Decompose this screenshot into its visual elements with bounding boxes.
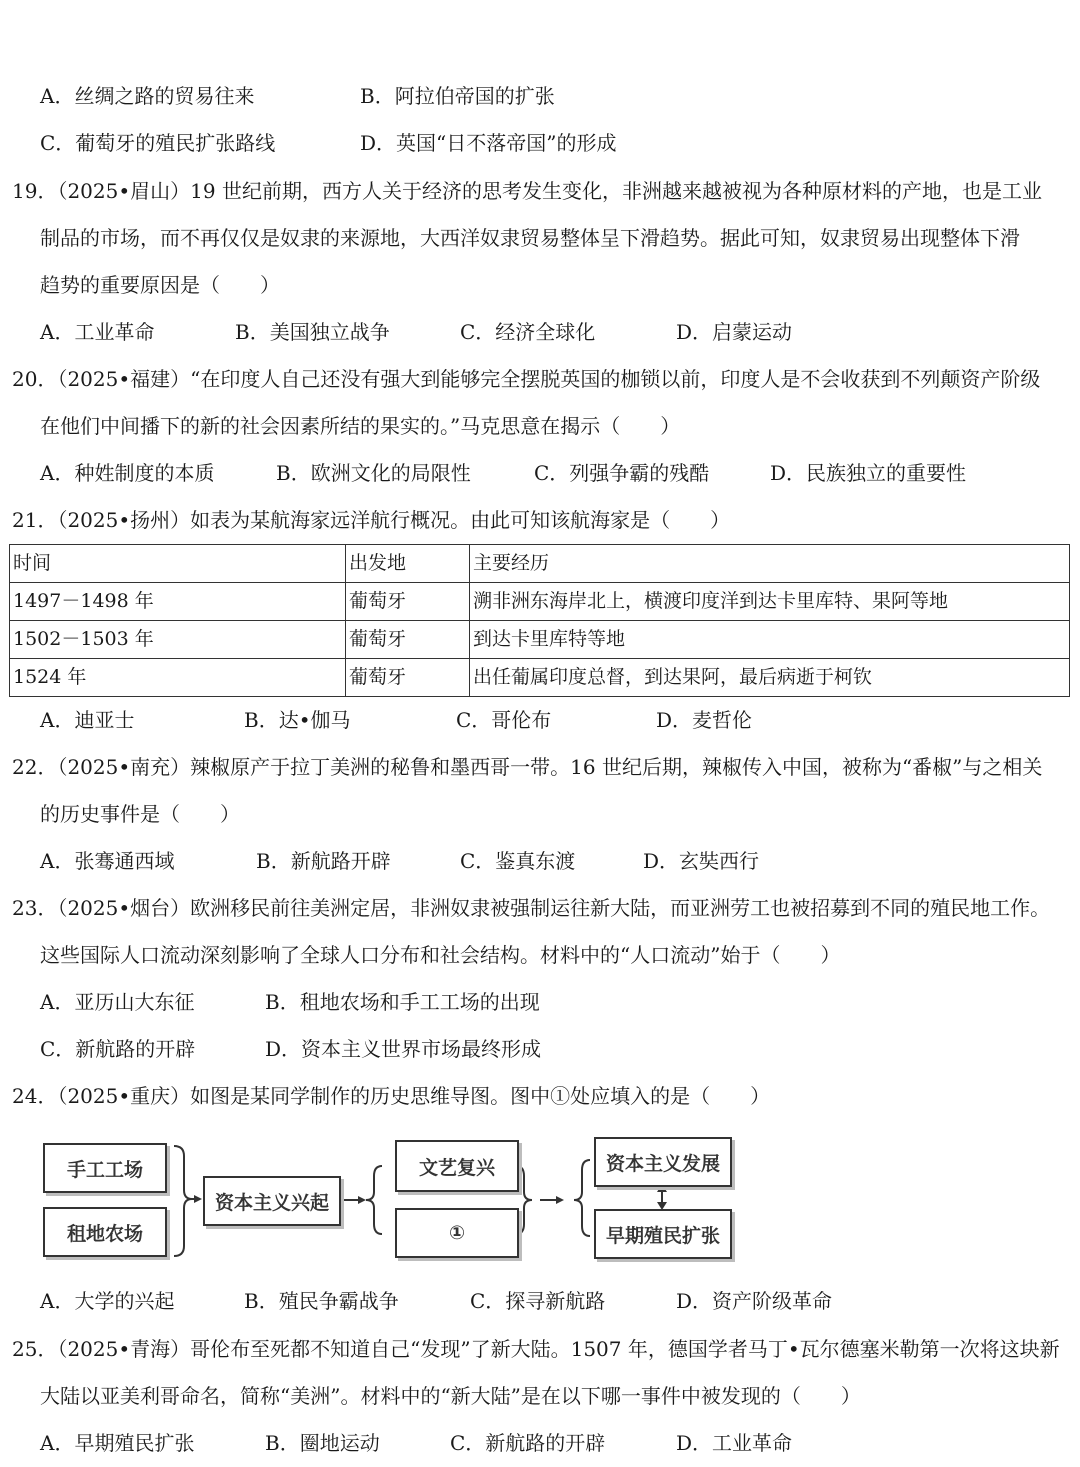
table-header-cell: 主要经历	[470, 545, 1070, 583]
q20-stem-line-2: 在他们中间播下的新的社会因素所结的果实的。”马克思意在揭示（ ）	[40, 414, 681, 438]
mindmap-box-rise-of-capitalism: 资本主义兴起	[203, 1176, 341, 1226]
table-header-cell: 时间	[10, 545, 346, 583]
q23-option-c[interactable]: C．新航路的开辟	[40, 1037, 196, 1061]
q20-option-a[interactable]: A．种姓制度的本质	[40, 461, 215, 485]
q22-stem-line-1: 22．（2025•南充）辣椒原产于拉丁美洲的秘鲁和墨西哥一带。16 世纪后期，辣椒传入中国，被称为“番椒”与之相关	[12, 755, 1043, 779]
table-cell: 到达卡里库特等地	[470, 621, 1070, 659]
q24-option-a[interactable]: A．大学的兴起	[40, 1289, 175, 1313]
q22-stem-line-2: 的历史事件是（ ）	[40, 802, 240, 826]
mindmap-box-renaissance: 文艺复兴	[395, 1140, 519, 1192]
q18-option-d[interactable]: D．英国“日不落帝国”的形成	[360, 131, 617, 155]
arrowhead-1	[194, 1195, 202, 1203]
q18-option-c[interactable]: C．葡萄牙的殖民扩张路线	[40, 131, 276, 155]
mindmap-box-capitalism-development: 资本主义发展	[594, 1137, 732, 1187]
table-cell: 葡萄牙	[346, 583, 470, 621]
q24-option-b[interactable]: B．殖民争霸战争	[244, 1289, 399, 1313]
q21-option-a[interactable]: A．迪亚士	[40, 708, 135, 732]
brace-left-1	[174, 1146, 192, 1256]
q20-option-b[interactable]: B．欧洲文化的局限性	[276, 461, 471, 485]
q20-stem-line-1: 20．（2025•福建）“在印度人自己还没有强大到能够完全摆脱英国的枷锁以前，印度人是不会收获到不列颠资产阶级	[12, 367, 1041, 391]
mindmap-box-early-colonial-expansion: 早期殖民扩张	[594, 1209, 732, 1259]
q23-stem-line-1: 23．（2025•烟台）欧洲移民前往美洲定居，非洲奴隶被强制运往新大陆，而亚洲劳工也被招募到不同的殖民地工作。	[12, 896, 1051, 920]
q22-option-d[interactable]: D．玄奘西行	[643, 849, 760, 873]
q25-option-d[interactable]: D．工业革命	[676, 1431, 793, 1455]
q25-stem-line-1: 25．（2025•青海）哥伦布至死都不知道自己“发现”了新大陆。1507 年，德国学者马丁•瓦尔德塞米勒第一次将这块新	[12, 1337, 1060, 1361]
q21-stem-line-1: 21．（2025•扬州）如表为某航海家远洋航行概况。由此可知该航海家是（ ）	[12, 508, 731, 532]
table-cell: 葡萄牙	[346, 659, 470, 697]
q22-option-a[interactable]: A．张骞通西域	[40, 849, 175, 873]
q22-option-c[interactable]: C．鉴真东渡	[460, 849, 576, 873]
q20-option-d[interactable]: D．民族独立的重要性	[770, 461, 967, 485]
q22-option-b[interactable]: B．新航路开辟	[256, 849, 391, 873]
arrowhead-2	[358, 1196, 366, 1204]
q25-option-b[interactable]: B．圈地运动	[265, 1431, 380, 1455]
q19-option-c[interactable]: C．经济全球化	[460, 320, 596, 344]
q19-option-b[interactable]: B．美国独立战争	[235, 320, 390, 344]
q20-option-c[interactable]: C．列强争霸的残酷	[534, 461, 710, 485]
brace-left-4	[574, 1160, 590, 1236]
table-cell: 1524 年	[10, 659, 346, 697]
table-cell: 溯非洲东海岸北上，横渡印度洋到达卡里库特、果阿等地	[470, 583, 1070, 621]
q19-stem-line-1: 19．（2025•眉山）19 世纪前期，西方人关于经济的思考发生变化，非洲越来越被视为各种原材料的产地，也是工业	[12, 179, 1042, 203]
q23-option-d[interactable]: D．资本主义世界市场最终形成	[265, 1037, 542, 1061]
mindmap-box-tenant-farm: 租地农场	[43, 1207, 167, 1257]
q23-stem-line-2: 这些国际人口流动深刻影响了全球人口分布和社会结构。材料中的“人口流动”始于（ ）	[40, 943, 841, 967]
table-cell: 葡萄牙	[346, 621, 470, 659]
table-cell: 1502－1503 年	[10, 621, 346, 659]
q21-option-c[interactable]: C．哥伦布	[456, 708, 552, 732]
q25-option-c[interactable]: C．新航路的开辟	[450, 1431, 606, 1455]
q19-option-a[interactable]: A．工业革命	[40, 320, 155, 344]
q24-option-d[interactable]: D．资产阶级革命	[676, 1289, 833, 1313]
q19-stem-line-2: 制品的市场，而不再仅仅是奴隶的来源地，大西洋奴隶贸易整体呈下滑趋势。据此可知，奴隶贸易出现整体下滑	[40, 226, 1020, 250]
q23-option-b[interactable]: B．租地农场和手工工场的出现	[265, 990, 540, 1014]
q18-option-b[interactable]: B．阿拉伯帝国的扩张	[360, 84, 555, 108]
brace-left-2	[366, 1166, 382, 1234]
q25-option-a[interactable]: A．早期殖民扩张	[40, 1431, 195, 1455]
table-cell: 出任葡属印度总督，到达果阿，最后病逝于柯钦	[470, 659, 1070, 697]
q23-option-a[interactable]: A．亚历山大东征	[40, 990, 195, 1014]
q21-option-d[interactable]: D．麦哲伦	[656, 708, 753, 732]
q24-option-c[interactable]: C．探寻新航路	[470, 1289, 606, 1313]
q19-option-d[interactable]: D．启蒙运动	[676, 320, 793, 344]
mindmap-box-blank-1: ①	[395, 1208, 519, 1258]
table-header-cell: 出发地	[346, 545, 470, 583]
q25-stem-line-2: 大陆以亚美利哥命名，简称“美洲”。材料中的“新大陆”是在以下哪一事件中被发现的（ ）	[40, 1384, 861, 1408]
q18-option-a[interactable]: A．丝绸之路的贸易往来	[40, 84, 255, 108]
arrowhead-3	[556, 1196, 564, 1204]
q24-stem-line-1: 24．（2025•重庆）如图是某同学制作的历史思维导图。图中①处应填入的是（ ）	[12, 1084, 771, 1108]
table-cell: 1497－1498 年	[10, 583, 346, 621]
q19-stem-line-3: 趋势的重要原因是（ ）	[40, 273, 280, 297]
q21-option-b[interactable]: B．达•伽马	[244, 708, 351, 732]
mindmap-box-handicraft-workshop: 手工工场	[43, 1143, 167, 1193]
